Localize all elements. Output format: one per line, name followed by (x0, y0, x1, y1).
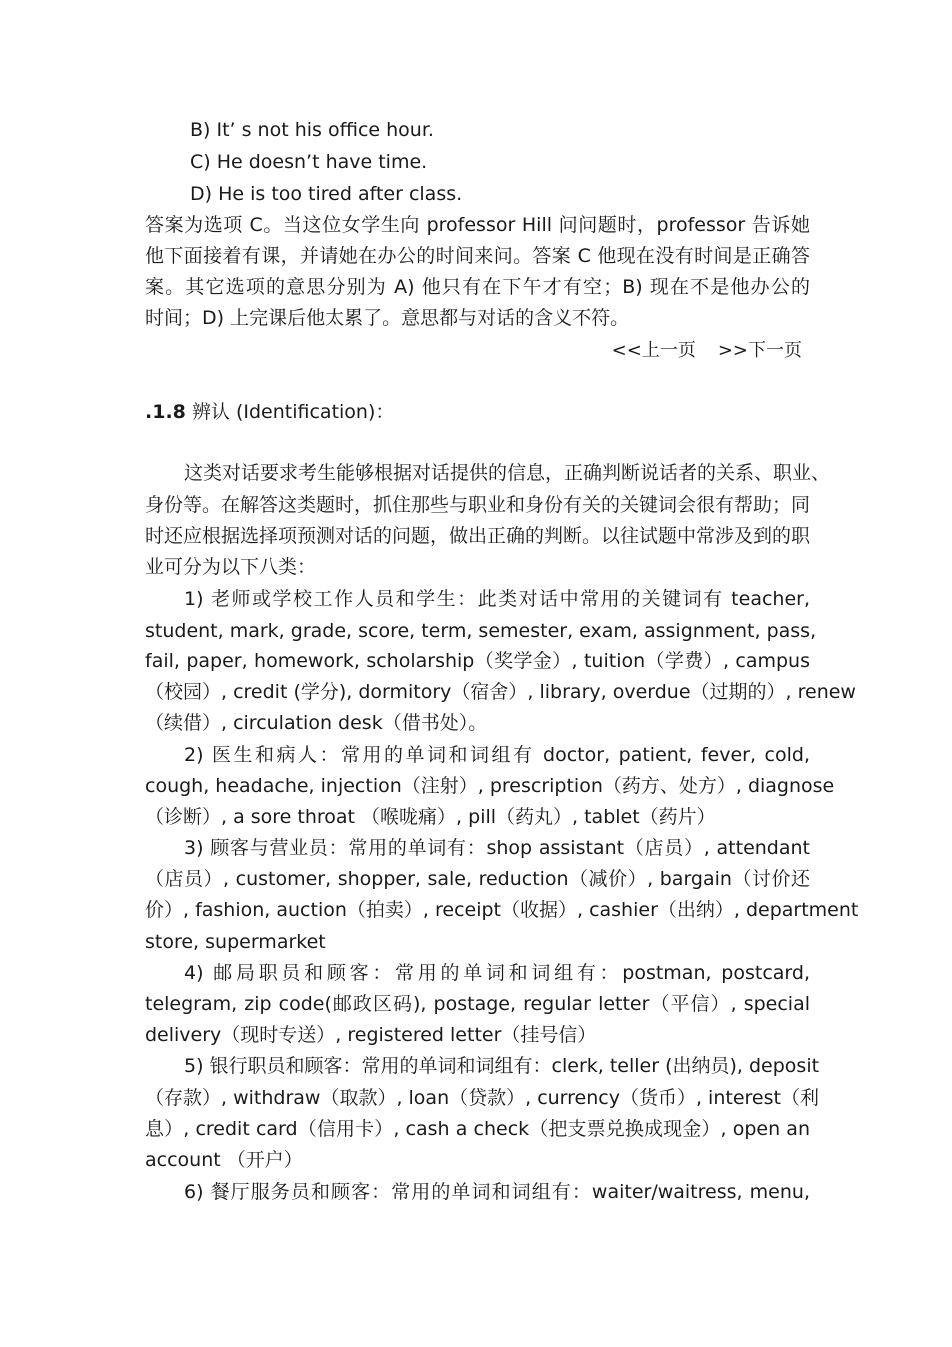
section-number: .1.8 (145, 401, 186, 423)
category-5-line: 息）, credit card（信用卡）, cash a check（把支票兑换成现金）, open an (145, 1118, 810, 1140)
section-heading (145, 397, 394, 427)
answer-line: 他下面接着有课，并请她在办公的时间来问。答案 C 他现在没有时间是正确答 (145, 245, 810, 267)
category-3-line: store, supermarket (145, 931, 326, 953)
section-title: 辨认 (Identification)： (191, 401, 395, 423)
category-3-line: 3) 顾客与营业员：常用的单词有：shop assistant（店员）, attendant (184, 837, 810, 859)
answer-line: 答案为选项 C。当这位女学生向 professor Hill 问问题时，professor 告诉她 (145, 214, 810, 236)
category-4-line: delivery（现时专送）, registered letter（挂号信） (145, 1024, 597, 1046)
intro-line: 业可分为以下八类： (145, 556, 317, 578)
next-page-link[interactable]: >>下一页 (717, 340, 802, 361)
category-3-line: 价）, fashion, auction（拍卖）, receipt（收据）, cashier（出纳）, department (145, 899, 859, 921)
option-c: C) He doesn’t have time. (190, 151, 428, 173)
category-6-line: 6) 餐厅服务员和顾客：常用的单词和词组有：waiter/waitress, menu, (184, 1181, 810, 1203)
intro-line: 时还应根据选择项预测对话的问题，做出正确的判断。以往试题中常涉及到的职 (145, 525, 811, 547)
category-4-line: 4) 邮局职员和顾客：常用的单词和词组有：postman, postcard, (184, 962, 810, 984)
category-1-line: fail, paper, homework, scholarship（奖学金）, tuition（学费）, campus (145, 650, 810, 672)
category-1-line: （校园）, credit (学分), dormitory（宿舍）, library, overdue（过期的）, renew (145, 681, 856, 703)
intro-line: 身份等。在解答这类题时，抓住那些与职业和身份有关的关键词会很有帮助；同 (145, 494, 811, 516)
option-b: B) It’ s not his office hour. (190, 119, 434, 141)
category-1-line: student, mark, grade, score, term, semester, exam, assignment, pass, (145, 620, 817, 642)
category-5-line: 5) 银行职员和顾客：常用的单词和词组有：clerk, teller (出纳员), deposit (184, 1055, 820, 1077)
category-5-line: （存款）, withdraw（取款）, loan（贷款）, currency（货币）, interest（利 (145, 1087, 819, 1109)
category-3-line: （店员）, customer, shopper, sale, reduction（减价）, bargain（讨价还 (145, 868, 810, 890)
category-2-line: （诊断）, a sore throat （喉咙痛）, pill（药丸）, tablet（药片） (145, 806, 716, 828)
category-5-line: account （开户） (145, 1149, 303, 1171)
category-1-line: 1) 老师或学校工作人员和学生：此类对话中常用的关键词有 teacher, (184, 588, 810, 610)
category-1-line: （续借）, circulation desk（借书处）。 (145, 712, 488, 734)
answer-line: 时间；D) 上完课后他太累了。意思都与对话的含义不符。 (145, 307, 630, 329)
intro-line: 这类对话要求考生能够根据对话提供的信息，正确判断说话者的关系、职业、 (184, 462, 831, 484)
category-2-line: cough, headache, injection（注射）, prescription（药方、处方）, diagnose (145, 775, 835, 797)
category-2-line: 2) 医生和病人：常用的单词和词组有 doctor, patient, fever, cold, (184, 744, 810, 766)
prev-page-link[interactable]: <<上一页 (611, 340, 696, 361)
category-4-line: telegram, zip code(邮政区码), postage, regular letter（平信）, special (145, 993, 810, 1015)
answer-line: 案。其它选项的意思分别为 A) 他只有在下午才有空；B) 现在不是他办公的 (145, 276, 810, 298)
option-d: D) He is too tired after class. (190, 183, 463, 205)
page-navigation (612, 336, 802, 366)
